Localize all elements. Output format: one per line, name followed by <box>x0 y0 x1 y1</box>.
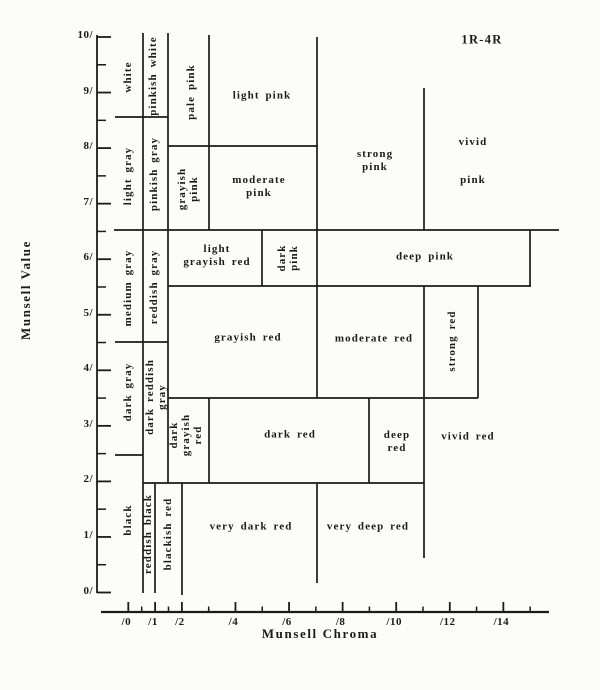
x-axis-title: Munsell Chroma <box>261 626 379 641</box>
region-label-strong-pink: strong pink <box>356 148 394 173</box>
y-tick-label-0: 0/ <box>83 584 93 597</box>
x-tick-label-4: /4 <box>228 616 239 628</box>
region-label-moderate-red: moderate red <box>334 332 414 345</box>
region-label-light-gray: light gray <box>122 146 134 206</box>
region-label-grayish-red: grayish red <box>214 331 282 344</box>
x-tick-label-1: /1 <box>148 616 158 628</box>
y-tick-label-3: 3/ <box>83 417 93 430</box>
region-label-grayish-pink: grayish pink <box>176 167 200 211</box>
y-tick-label-8: 8/ <box>83 140 93 153</box>
region-label-deep-red: deep red <box>383 429 411 454</box>
y-axis-title: Munsell Value <box>18 240 33 340</box>
region-label-white: white <box>122 61 134 93</box>
region-label-dark-pink: dark pink <box>276 244 300 272</box>
y-tick-label-4: 4/ <box>83 362 93 375</box>
region-label-light-pink: light pink <box>232 89 292 102</box>
region-label-pale-pink: pale pink <box>185 64 197 120</box>
region-label-pinkish-gray: pinkish gray <box>148 136 160 212</box>
x-tick-label-14: /14 <box>493 616 510 628</box>
x-tick-label-2: /2 <box>175 616 185 628</box>
region-label-reddish-black: reddish black <box>142 494 154 574</box>
region-label-dark-gray: dark gray <box>122 362 134 422</box>
y-tick-label-7: 7/ <box>83 195 93 208</box>
region-label-very-deep-red: very deep red <box>326 520 410 533</box>
x-tick-label-12: /12 <box>439 616 456 628</box>
region-label-strong-red: strong red <box>446 310 458 372</box>
y-tick-label-6: 6/ <box>83 251 93 264</box>
chart-title: 1R-4R <box>461 32 503 47</box>
region-label-light-grayish-red: light grayish red <box>183 243 251 268</box>
x-tick-label-6: /6 <box>282 616 292 628</box>
x-tick-label-8: /8 <box>335 616 346 628</box>
region-label-moderate-pink: moderate pink <box>232 174 286 199</box>
x-tick-label-10: /10 <box>386 616 402 628</box>
y-tick-label-5: 5/ <box>83 306 93 319</box>
y-tick-label-2: 2/ <box>83 473 93 486</box>
region-label-dark-red: dark red <box>264 428 316 441</box>
region-label-deep-pink: deep pink <box>395 250 455 263</box>
region-label-reddish-gray: reddish gray <box>148 249 160 325</box>
region-label-dark-reddish-gray: dark reddish gray <box>144 359 168 435</box>
y-tick-label-10: 10/ <box>77 29 93 41</box>
region-label-very-dark-red: very dark red <box>209 520 293 533</box>
y-tick-label-9: 9/ <box>83 84 93 97</box>
y-tick-label-1: 1/ <box>83 528 93 541</box>
x-tick-label-0: /0 <box>121 616 132 628</box>
region-label-vivid-pink: vivid pink <box>458 136 488 186</box>
region-label-pinkish-white: pinkish white <box>147 36 159 116</box>
region-label-dark-grayish-red: dark grayish red <box>168 413 204 457</box>
region-label-blackish-red: blackish red <box>162 497 174 571</box>
region-label-medium-gray: medium gray <box>122 249 134 327</box>
region-label-vivid-red: vivid red <box>441 430 495 443</box>
region-label-black: black <box>122 504 134 536</box>
